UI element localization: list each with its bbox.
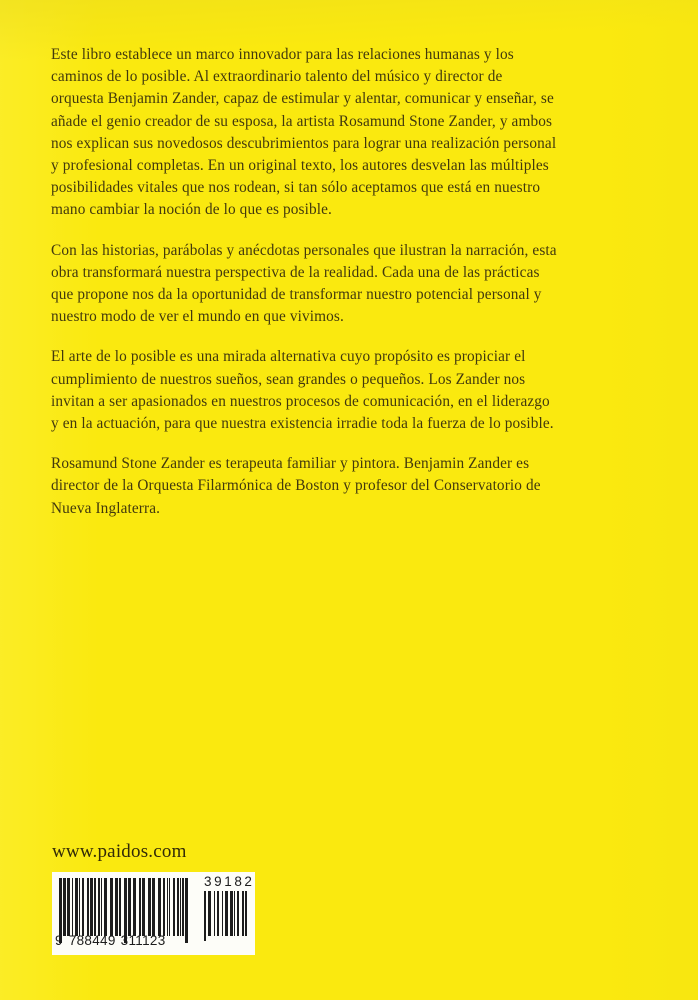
isbn-barcode	[52, 872, 255, 955]
blurb-paragraph-3: El arte de lo posible es una mirada alternativa cuyo propósito es propiciar el cumplimiento de nuestros sueños, sean grandes o pequeños. Los Zander nos invitan a ser apasionados en nuestros procesos de comunicación, en el liderazgo y en la actuación, para que nuestra existencia irradie toda la fuerza de lo posible.	[51, 348, 554, 433]
barcode-main-digits	[55, 934, 197, 948]
barcode-lead-digit: 9	[55, 933, 63, 948]
blurb-paragraph-2: Con las historias, parábolas y anécdotas personales que ilustran la narración, esta obra transformará nuestra perspectiva de la realidad. Cada una de las prácticas que propone nos da la oportunidad de transformar nuestro potencial personal y nuestro modo de ver el mundo en que vivimos.	[51, 241, 557, 326]
barcode-addon-bars	[204, 891, 248, 936]
author-bio-paragraph: Rosamund Stone Zander es terapeuta familiar y pintora. Benjamin Zander es director de la Orquesta Filarmónica de Boston y profesor del Conservatorio de Nueva Inglaterra.	[51, 455, 541, 517]
barcode-right-group: 311123	[120, 933, 166, 948]
barcode-main-bars	[59, 878, 190, 936]
blurb-paragraph-1: Este libro establece un marco innovador para las relaciones humanas y los caminos de lo posible. Al extraordinario talento del músico y director de orquesta Benjamin Zander, capaz de estimular y alentar, comunicar y enseñar, se añade el genio creador de su esposa, la artista Rosamund Stone Zander, y ambos nos explican sus novedosos descubrimientos para lograr una realización personal y profesional completas. En un original texto, los autores desvelan las múltiples posibilidades vitales que nos rodean, si tan sólo aceptamos que está en nuestro mano cambiar la noción de lo que es posible.	[51, 46, 557, 219]
publisher-website-url: www.paidos.com	[52, 841, 187, 862]
back-cover-blurb	[51, 44, 557, 520]
barcode-left-group: 788449	[68, 933, 116, 948]
barcode-addon-digits: 39182	[204, 874, 255, 889]
